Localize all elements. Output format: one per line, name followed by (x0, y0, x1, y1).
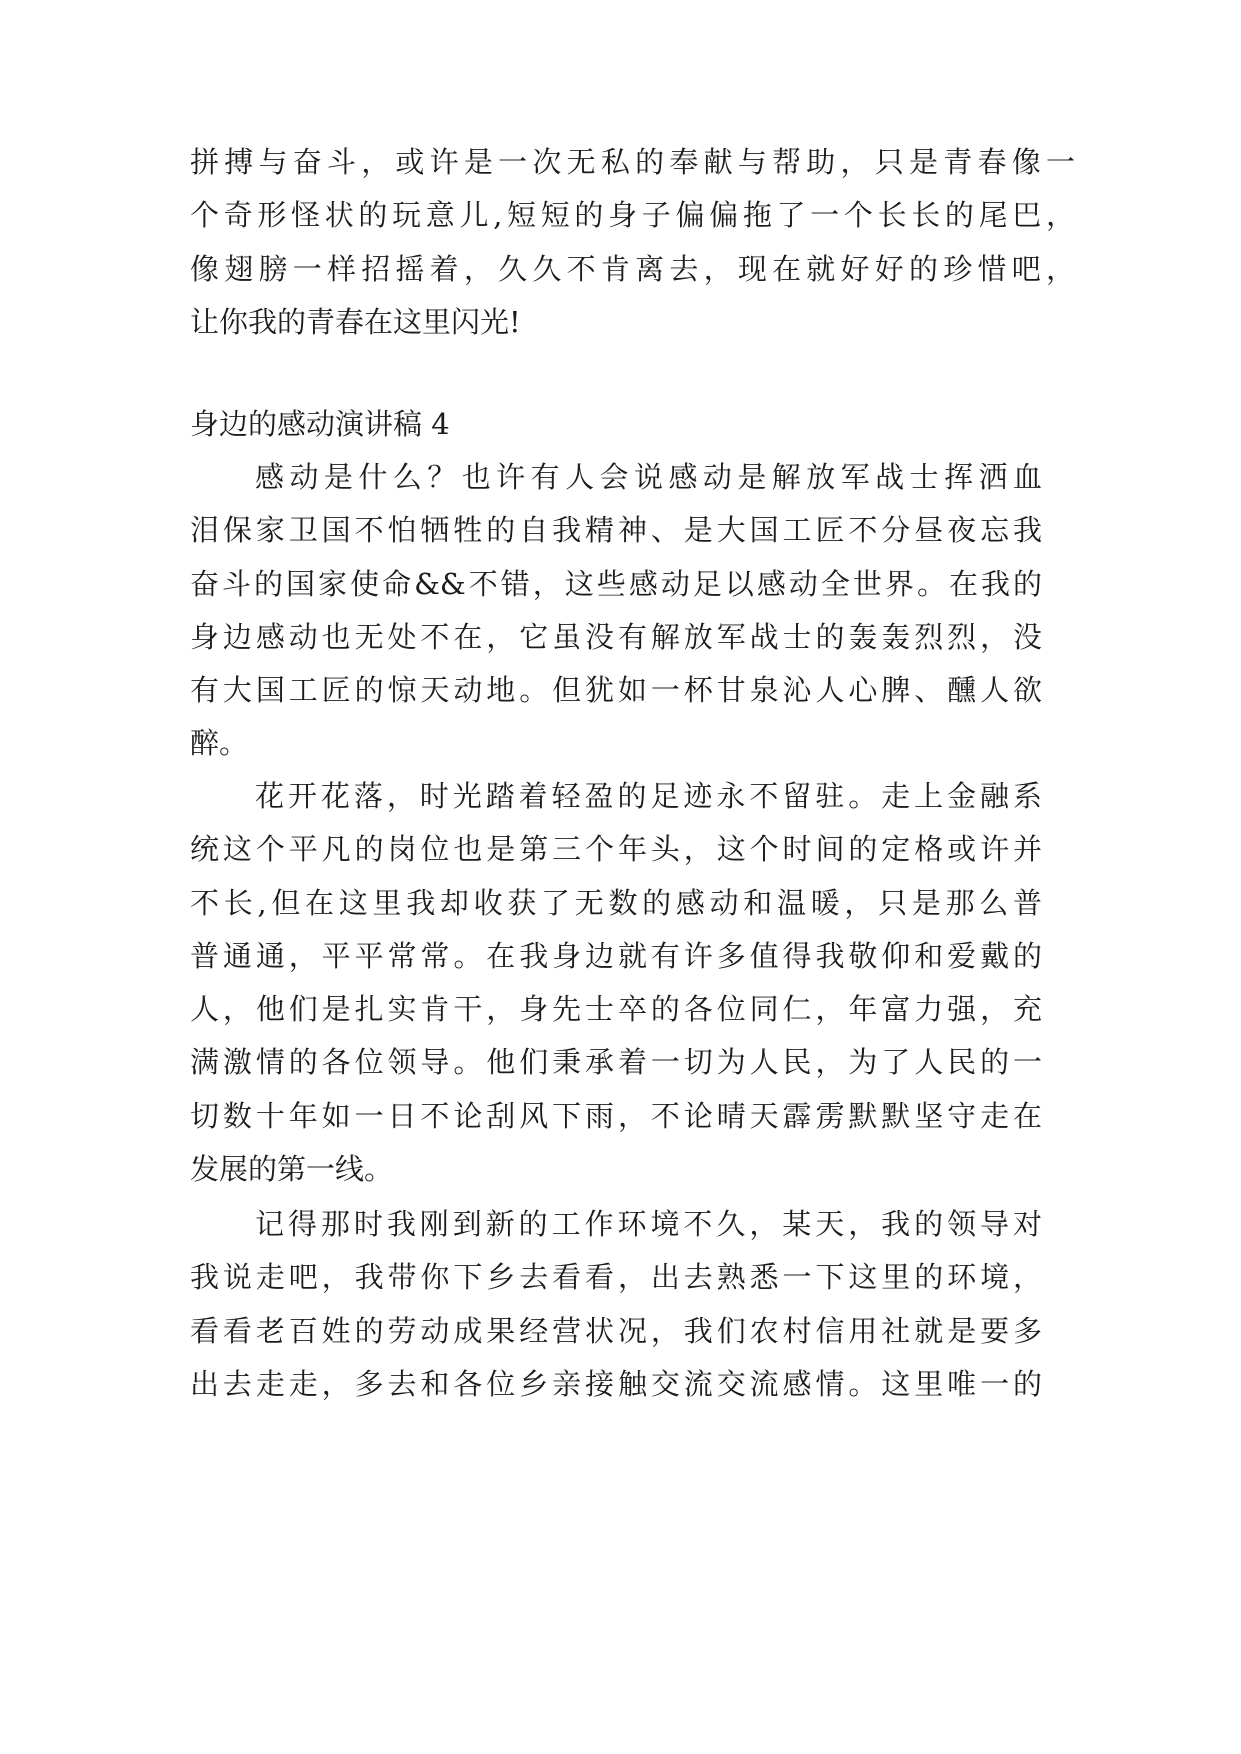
text-line: 让你我的青春在这里闪光! (190, 304, 521, 339)
text-line: 泪保家卫国不怕牺牲的自我精神、是大国工匠不分昼夜忘我 (190, 513, 1042, 548)
paragraph-3 (190, 1198, 1042, 1411)
text-line: 有大国工匠的惊天动地。但犹如一杯甘泉沁人心脾、醺人欲 (190, 673, 1042, 708)
text-line: 统这个平凡的岗位也是第三个年头，这个时间的定格或许并 (190, 832, 1042, 867)
text-line: 发展的第一线。 (190, 1152, 394, 1187)
text-line: 切数十年如一日不论刮风下雨，不论晴天霹雳默默坚守走在 (190, 1098, 1042, 1133)
text-line: 花开花落，时光踏着轻盈的足迹永不留驻。走上金融系 (255, 779, 1042, 813)
text-line: 满激情的各位领导。他们秉承着一切为人民，为了人民的一 (190, 1045, 1042, 1080)
text-line: 醉。 (190, 726, 249, 761)
text-line: 出去走走，多去和各位乡亲接触交流交流感情。这里唯一的 (190, 1366, 1042, 1401)
section-heading: 身边的感动演讲稿 4 (190, 407, 450, 441)
text-line: 感动是什么？也许有人会说感动是解放军战士挥洒血 (255, 460, 1042, 494)
text-line: 个奇形怪状的玩意儿,短短的身子偏偏拖了一个长长的尾巴， (190, 198, 1075, 233)
text-line: 人，他们是扎实肯干，身先士卒的各位同仁，年富力强，充 (190, 992, 1042, 1027)
text-line: 不长,但在这里我却收获了无数的感动和温暖，只是那么普 (190, 885, 1042, 920)
text-line: 拼搏与奋斗，或许是一次无私的奉献与帮助，只是青春像一 (190, 145, 1075, 179)
text-line: 我说走吧，我带你下乡去看看，出去熟悉一下这里的环境， (190, 1260, 1042, 1295)
paragraph-1 (190, 451, 1042, 771)
text-line: 普通通，平平常常。在我身边就有许多值得我敬仰和爱戴的 (190, 938, 1042, 973)
text-line: 记得那时我刚到新的工作环境不久，某天，我的领导对 (255, 1207, 1042, 1241)
text-line: 看看老百姓的劳动成果经营状况，我们农村信用社就是要多 (190, 1313, 1042, 1348)
paragraph-2 (190, 770, 1042, 1196)
text-line: 身边感动也无处不在，它虽没有解放军战士的轰轰烈烈，没 (190, 619, 1042, 654)
continued-paragraph (190, 136, 1075, 349)
text-line: 奋斗的国家使命&&不错，这些感动足以感动全世界。在我的 (190, 566, 1042, 601)
text-line: 像翅膀一样招摇着，久久不肯离去，现在就好好的珍惜吧， (190, 251, 1075, 286)
